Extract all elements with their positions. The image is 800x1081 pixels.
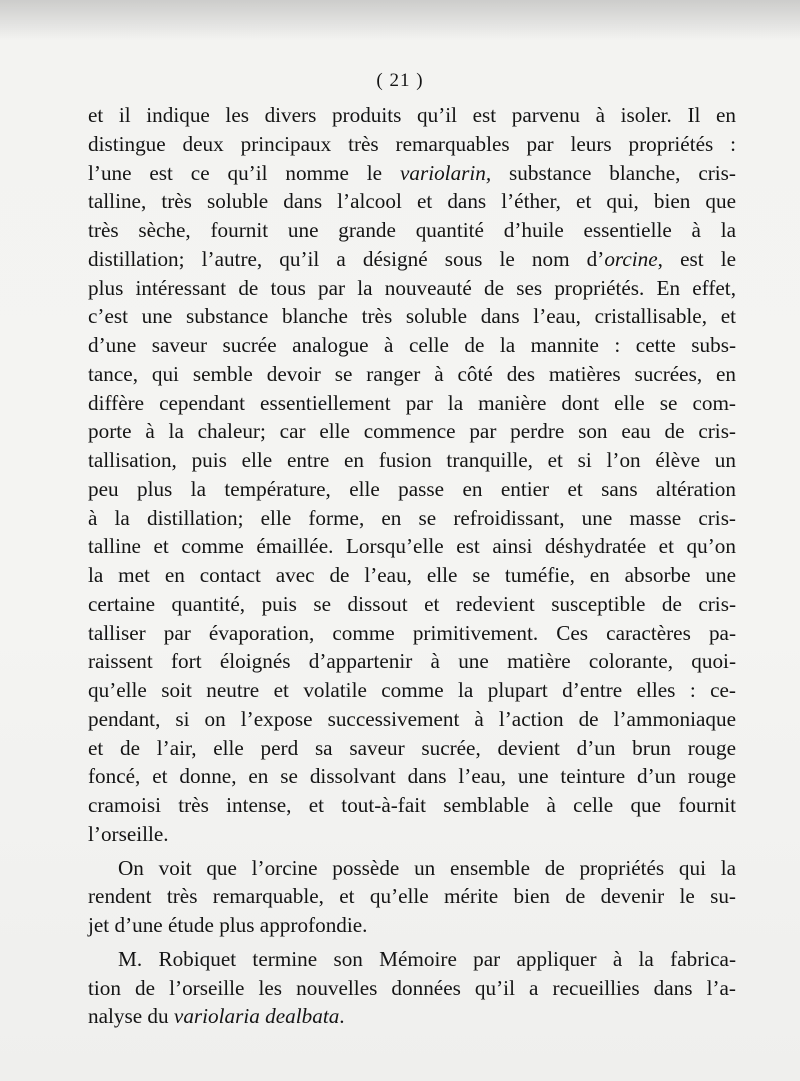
text-line: d’une saveur sucrée analogue à celle de la mannite : cette subs- [88,333,736,357]
text-line: la met en contact avec de l’eau, elle se tuméfie, en absorbe une [88,563,736,587]
text-line: plus intéressant de tous par la nouveauté de ses propriétés. En effet, [88,275,736,300]
text-line: porte à la chaleur; car elle commence par perdre son eau de cris- [88,419,736,444]
text-line: et de l’air, elle perd sa saveur sucrée, devient d’un brun rouge [88,735,736,760]
text-line: à la distillation; elle forme, en se refroidissant, une masse cris- [88,505,736,530]
text-line: raissent fort éloignés d’appartenir à une matière colorante, quoi- [88,649,736,674]
text-line: tion de l’orseille les nouvelles données qu’il a recueillies dans l’a- [88,975,736,1000]
text-line: distingue deux principaux très remarquables par leurs propriétés : [88,131,736,156]
text-line: et il indique les divers produits qu’il est parvenu à isoler. Il en [88,103,736,127]
text-line: diffère cependant essentiellement par la manière dont elle se com- [88,390,736,415]
text-line: distillation; l’autre, qu’il a désigné sous le nom d’orcine, est le [88,246,736,271]
italic-term: variolaria dealbata [173,1004,340,1029]
text-line: talline, très soluble dans l’alcool et dans l’éther, et qui, bien que [88,189,736,214]
text-line: c’est une substance blanche très soluble dans l’eau, cristallisable, et [88,304,736,329]
text-line: cramoisi très intense, et tout-à-fait semblable à celle que fournit [88,793,736,817]
text-line: talline et comme émaillée. Lorsqu’elle est ainsi déshydratée et qu’on [88,534,736,559]
text-line: nalyse du variolaria dealbata. [88,1004,345,1029]
page-number: ( 21 ) [376,70,424,91]
text-line: M. Robiquet termine son Mémoire par appliquer à la fabrica- [118,946,736,971]
text-line: tallisation, puis elle entre en fusion tranquille, et si l’on élève un [88,448,736,472]
text-line: foncé, et donne, en se dissolvant dans l’eau, une teinture d’un rouge [88,764,736,789]
text-line: On voit que l’orcine possède un ensemble de propriétés qui la [118,855,736,880]
text-line: pendant, si on l’expose successivement à l’action de l’ammoniaque [88,706,736,731]
text-line: qu’elle soit neutre et volatile comme la plupart d’entre elles : ce- [88,678,736,702]
page-edge-shadow [0,0,800,40]
text-line: rendent très remarquable, et qu’elle mérite bien de devenir le su- [88,884,736,909]
text-line: l’une est ce qu’il nomme le variolarin, substance blanche, cris- [88,160,736,185]
text-line: l’orseille. [88,821,169,846]
body-text [88,101,736,1031]
text-line: certaine quantité, puis se dissout et redevient susceptible de cris- [88,591,736,616]
text-line: tance, qui semble devoir se ranger à côté des matières sucrées, en [88,361,736,386]
text-line: peu plus la température, elle passe en entier et sans altération [88,476,736,501]
text-line: très sèche, fournit une grande quantité d’huile essentielle à la [88,218,736,242]
text-line: jet d’une étude plus approfondie. [88,913,368,937]
text-line: talliser par évaporation, comme primitivement. Ces caractères pa- [88,620,736,645]
italic-term: variolarin, [399,160,492,185]
italic-term: orcine [604,246,658,271]
